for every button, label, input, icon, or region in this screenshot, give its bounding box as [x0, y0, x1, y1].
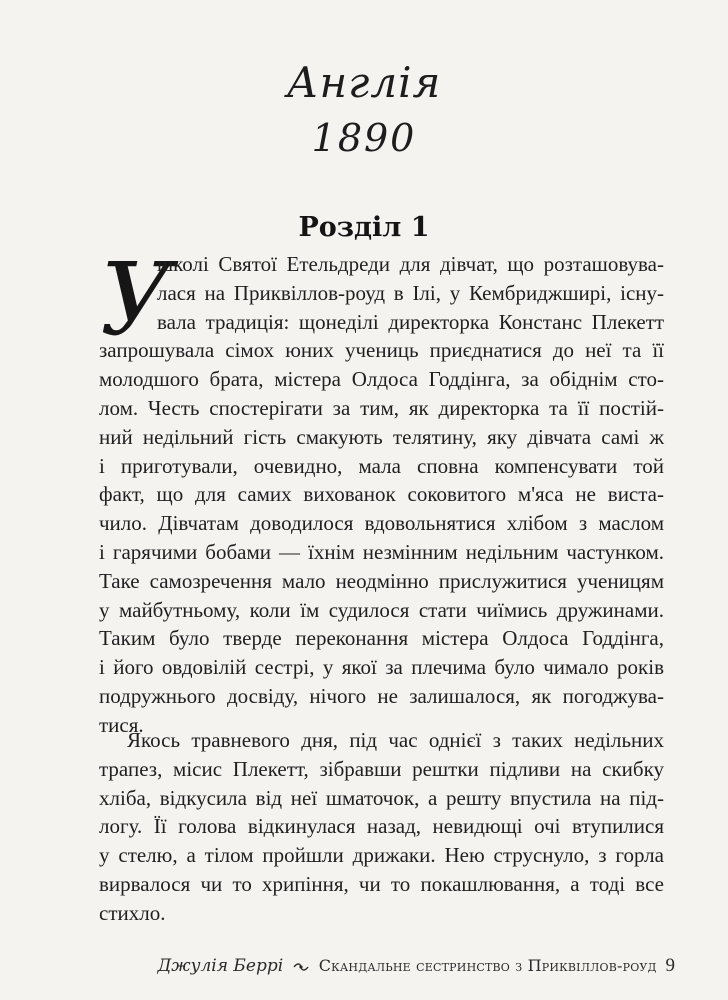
paragraph-1: [99, 241, 664, 740]
footer-author: Джулія Беррі: [157, 956, 284, 976]
fleuron-ornament-icon: [293, 962, 309, 972]
chapter-title: Розділ 1: [298, 212, 430, 243]
part-year-heading: 1890: [311, 116, 417, 160]
paragraph-2: [99, 726, 664, 928]
text-line: лася на Приквіллов-роуд в Ілі, у Кембриджширі, існу-: [157, 280, 664, 305]
text-line: і приготували, очевидно, мала сповна компенсувати той: [99, 453, 664, 478]
text-line: трапез, місис Плекетт, зібравши рештки підливи на скибку: [99, 756, 664, 781]
text-line: хліба, відкусила від неї шматочок, а решту впустила на під-: [99, 785, 664, 810]
text-line: Таке самозречення мало неодмінно прислужитися ученицям: [99, 568, 664, 593]
text-line: подружнього досвіду, нічого не залишалося, як погоджува-: [99, 683, 664, 708]
text-line: стихло.: [99, 900, 166, 925]
text-line: молодшого брата, містера Олдоса Годдінга, за обіднім сто-: [99, 367, 664, 392]
text-line: ний недільний гість смакують телятину, яку дівчата самі ж: [99, 424, 664, 449]
text-line: логу. Її голова відкинулася назад, невидющі очі втупилися: [99, 814, 664, 839]
page-number: 9: [665, 955, 675, 976]
text-line: лом. Честь спостерігати за тим, як директорка та її постій-: [99, 395, 664, 420]
text-line: у майбутньому, коли їм судилося стати чиїмись дружинами.: [99, 597, 664, 622]
footer-book-title: Скандальне сестринство з Приквіллов-роуд: [318, 956, 657, 975]
running-footer: [0, 955, 675, 977]
text-line: вала традиція: щонеділі директорка Констанс Плекетт: [157, 309, 664, 334]
text-line: і гарячими бобами — їхнім незмінним недільним частунком.: [99, 539, 664, 564]
drop-cap-letter: У: [100, 241, 173, 358]
text-line: і його овдовілій сестрі, у якої за плечима було чимало років: [99, 655, 664, 680]
text-line: чило. Дівчатам доводилося вдовольнятися хлібом з маслом: [99, 511, 664, 536]
text-line: запрошувала сімох юних учениць приєднатися до неї та її: [99, 338, 664, 363]
text-line: факт, що для самих вихованок соковитого м'яса не виста-: [99, 482, 664, 507]
text-line: Таким було тверде переконання містера Олдоса Годдінга,: [99, 626, 664, 651]
part-place-heading: Англія: [286, 58, 442, 107]
text-line: тися.: [99, 712, 144, 737]
text-line: школі Святої Етельдреди для дівчат, що розташовува-: [157, 252, 664, 276]
text-line: у стелю, а тілом пройшли дрижаки. Нею струснуло, з горла: [99, 843, 664, 868]
text-line: вирвалося чи то хрипіння, чи то покашлювання, а тоді все: [99, 871, 664, 896]
text-line: Якось травневого дня, під час однієї з таких недільних: [127, 728, 664, 752]
